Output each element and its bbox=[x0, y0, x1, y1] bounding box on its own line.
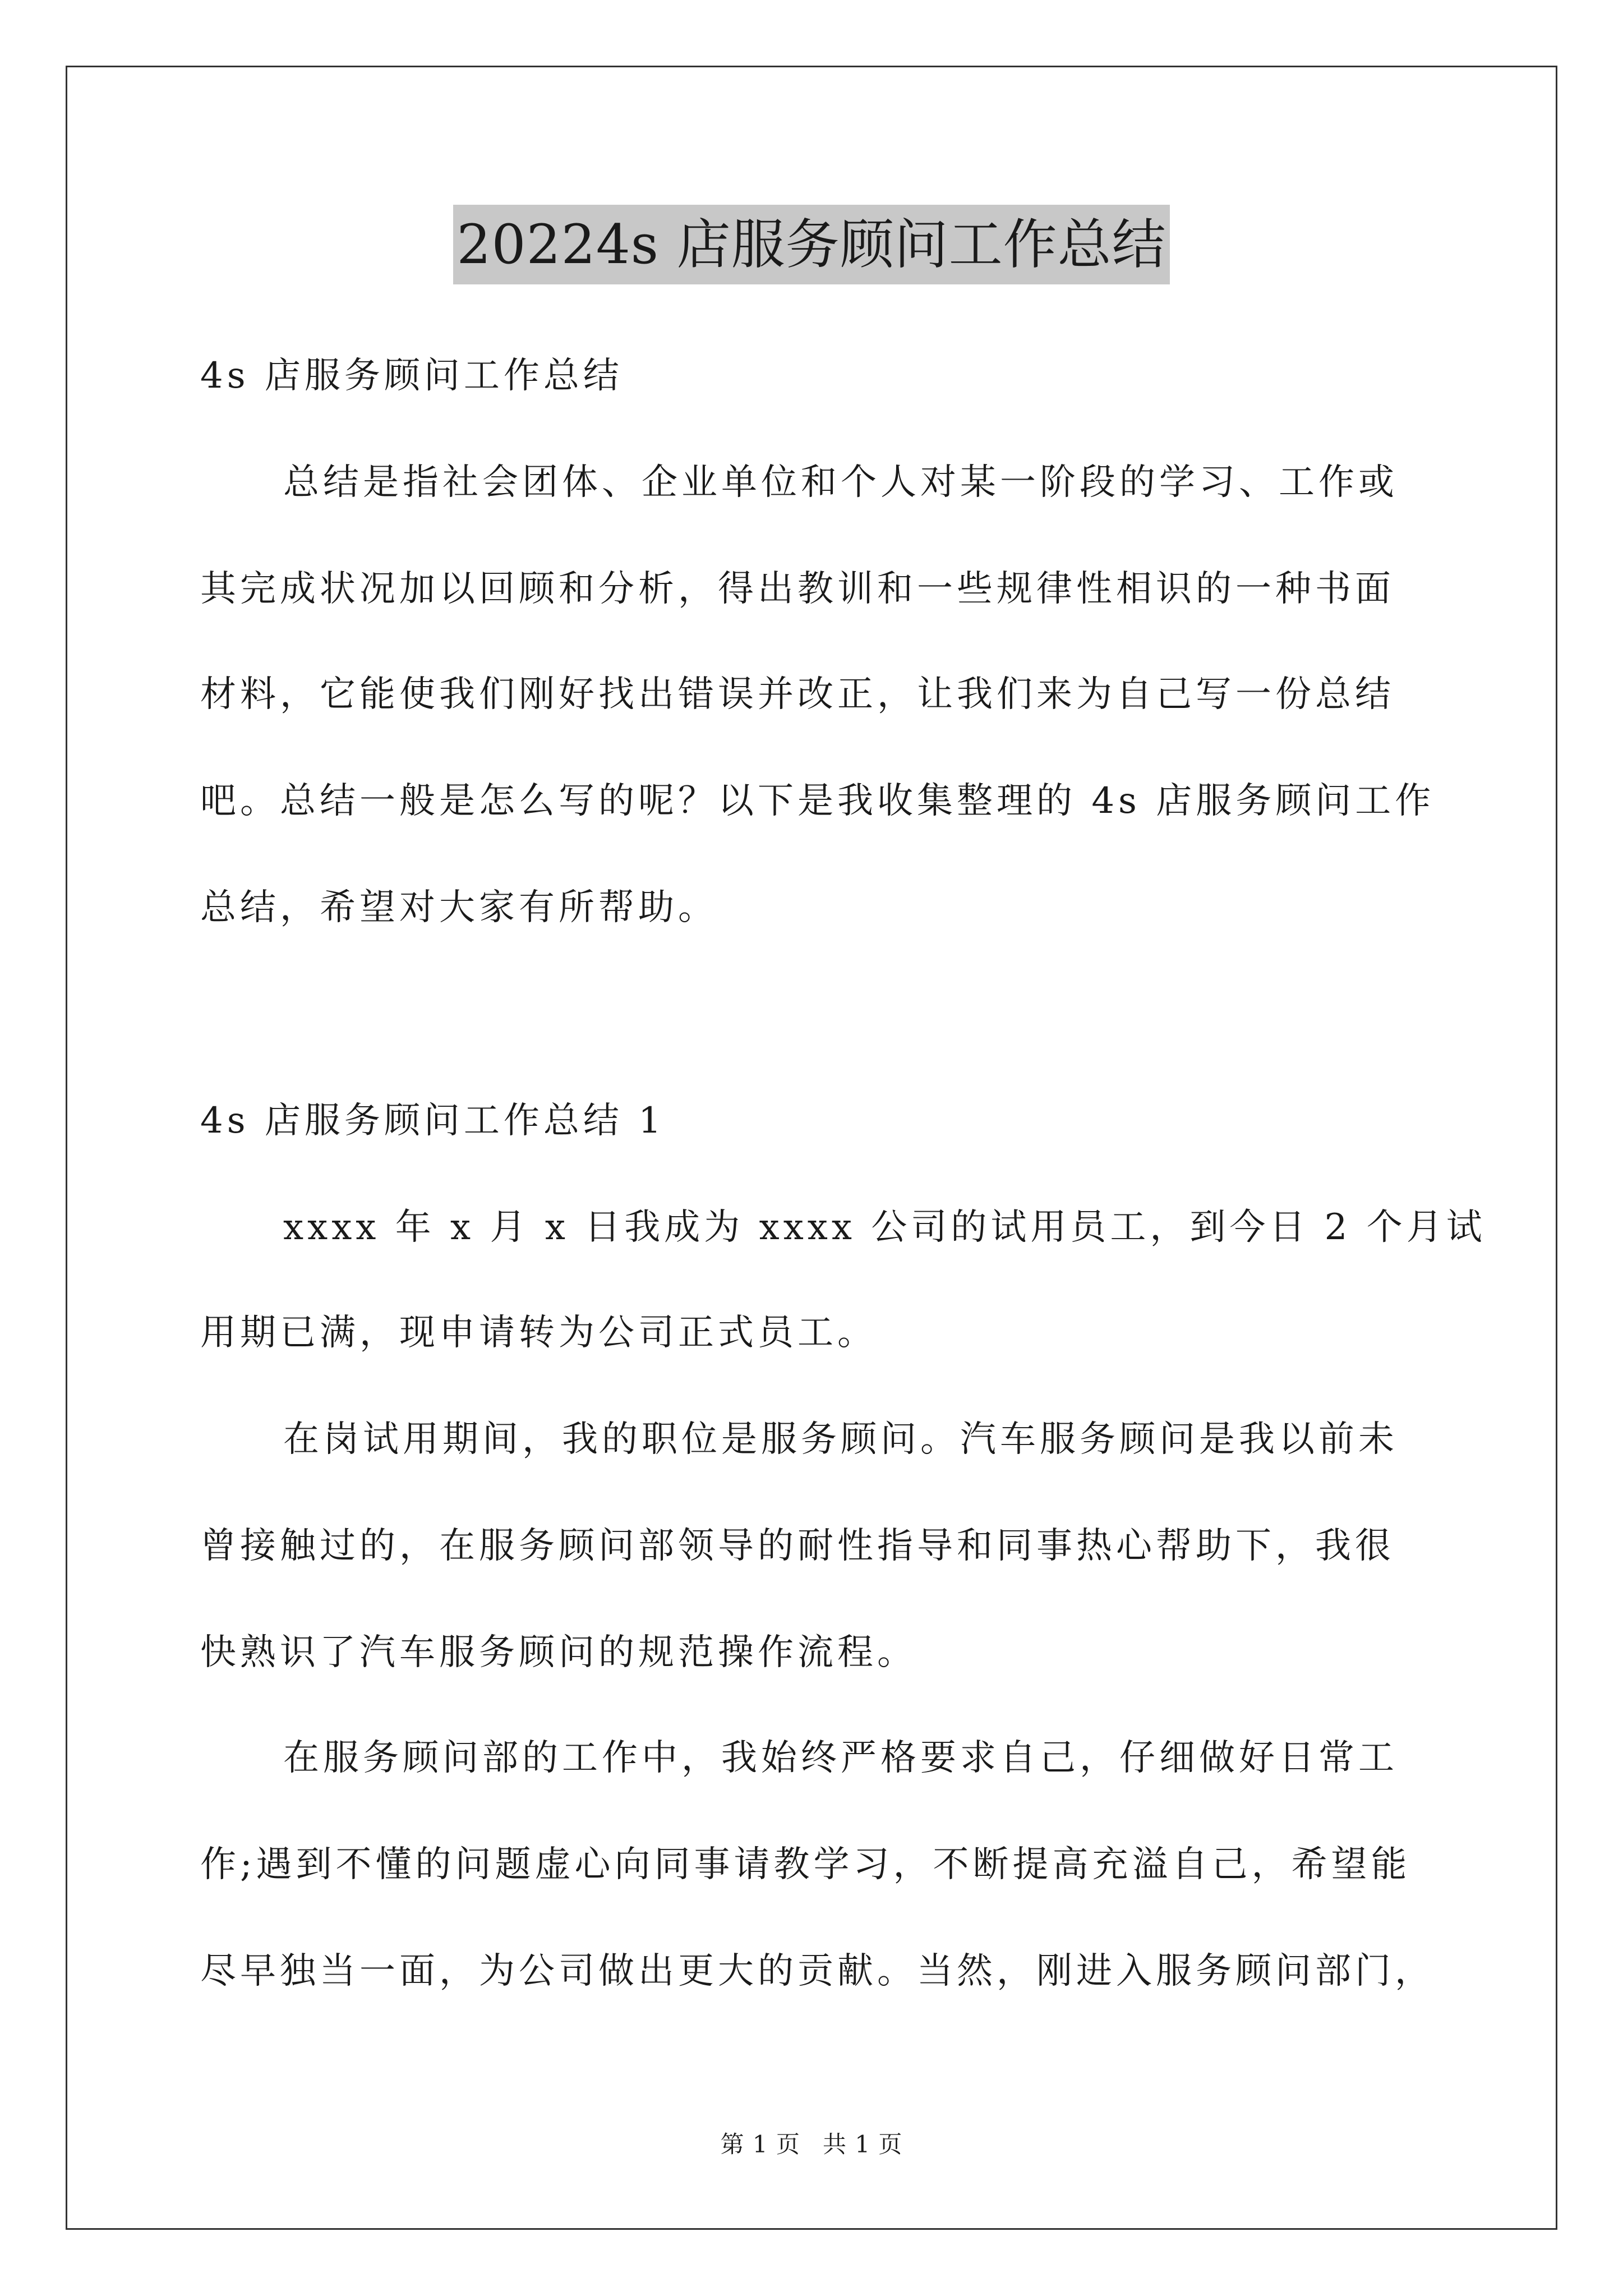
paragraph-line: 吧。总结一般是怎么写的呢？以下是我收集整理的 4s 店服务顾问工作 bbox=[200, 780, 1435, 822]
paragraph-line: 在服务顾问部的工作中，我始终严格要求自己，仔细做好日常工 bbox=[283, 1737, 1398, 1779]
paragraph-line: 其完成状况加以回顾和分析，得出教训和一些规律性相识的一种书面 bbox=[200, 568, 1395, 610]
paragraph-line: 尽早独当一面，为公司做出更大的贡献。当然，刚进入服务顾问部门， bbox=[200, 1950, 1435, 1992]
page-footer bbox=[0, 2129, 1623, 2160]
paragraph-line: 材料，它能使我们刚好找出错误并改正，让我们来为自己写一份总结 bbox=[200, 674, 1395, 715]
document-title: 20224s 店服务顾问工作总结 bbox=[453, 205, 1169, 284]
paragraph-line: 总结是指社会团体、企业单位和个人对某一阶段的学习、工作或 bbox=[283, 462, 1398, 503]
paragraph-line: 曾接触过的，在服务顾问部领导的耐性指导和同事热心帮助下，我很 bbox=[200, 1525, 1395, 1567]
title-container bbox=[0, 205, 1623, 284]
page-total: 共 1 页 bbox=[823, 2131, 903, 2158]
section-heading-intro: 4s 店服务顾问工作总结 bbox=[200, 355, 623, 397]
paragraph-line: 快熟识了汽车服务顾问的规范操作流程。 bbox=[200, 1632, 917, 1673]
page-number: 第 1 页 bbox=[720, 2131, 800, 2158]
paragraph-line: 在岗试用期间，我的职位是服务顾问。汽车服务顾问是我以前未 bbox=[283, 1419, 1398, 1460]
paragraph-line: 作;遇到不懂的问题虚心向同事请教学习，不断提高充溢自己，希望能 bbox=[200, 1844, 1411, 1885]
paragraph-line: 总结，希望对大家有所帮助。 bbox=[200, 887, 718, 928]
section-heading-1: 4s 店服务顾问工作总结 1 bbox=[200, 1100, 665, 1142]
paragraph-line: 用期已满，现申请转为公司正式员工。 bbox=[200, 1312, 877, 1354]
paragraph-line: xxxx 年 x 月 x 日我成为 xxxx 公司的试用员工，到今日 2 个月试 bbox=[283, 1207, 1486, 1248]
